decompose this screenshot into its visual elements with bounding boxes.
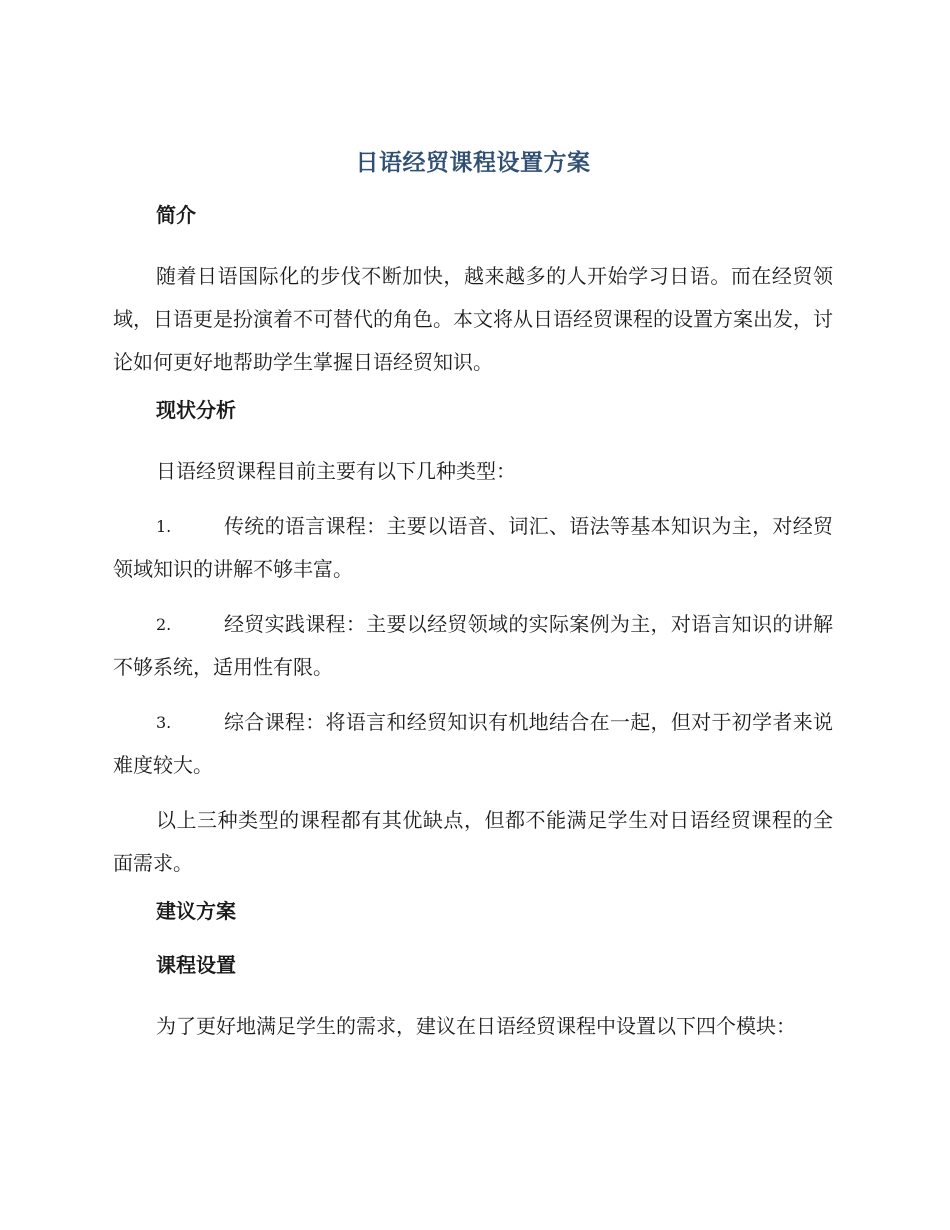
list-item-number: 2.	[156, 615, 172, 634]
list-item-number: 3.	[156, 713, 172, 732]
paragraph-intro: 随着日语国际化的步伐不断加快，越来越多的人开始学习日语。而在经贸领域，日语更是扮演着不可替代的角色。本文将从日语经贸课程的设置方案出发，讨论如何更好地帮助学生掌握日语经贸知识。	[113, 264, 833, 374]
list-item	[113, 603, 833, 689]
list-item	[113, 505, 833, 591]
list-item-text: 经贸实践课程：主要以经贸领域的实际案例为主，对语言知识的讲解不够系统，适用性有限。	[113, 612, 833, 679]
paragraph-course: 为了更好地满足学生的需求，建议在日语经贸课程中设置以下四个模块：	[156, 1014, 796, 1038]
list-item-text: 综合课程：将语言和经贸知识有机地结合在一起，但对于初学者来说难度较大。	[113, 710, 833, 777]
section-heading-proposal: 建议方案	[156, 899, 236, 923]
document-body	[113, 145, 833, 1060]
section-heading-status: 现状分析	[156, 398, 236, 422]
section-heading-intro: 简介	[156, 203, 196, 227]
list-item-number: 1.	[156, 517, 172, 536]
list-item	[113, 701, 833, 787]
paragraph-status-summary: 以上三种类型的课程都有其优缺点，但都不能满足学生对日语经贸课程的全面需求。	[113, 808, 833, 875]
document-title: 日语经贸课程设置方案	[355, 150, 591, 176]
paragraph-status-intro: 日语经贸课程目前主要有以下几种类型：	[156, 459, 516, 483]
section-heading-course: 课程设置	[156, 953, 236, 977]
list-item-text: 传统的语言课程：主要以语音、词汇、语法等基本知识为主，对经贸领域知识的讲解不够丰富。	[113, 514, 833, 581]
